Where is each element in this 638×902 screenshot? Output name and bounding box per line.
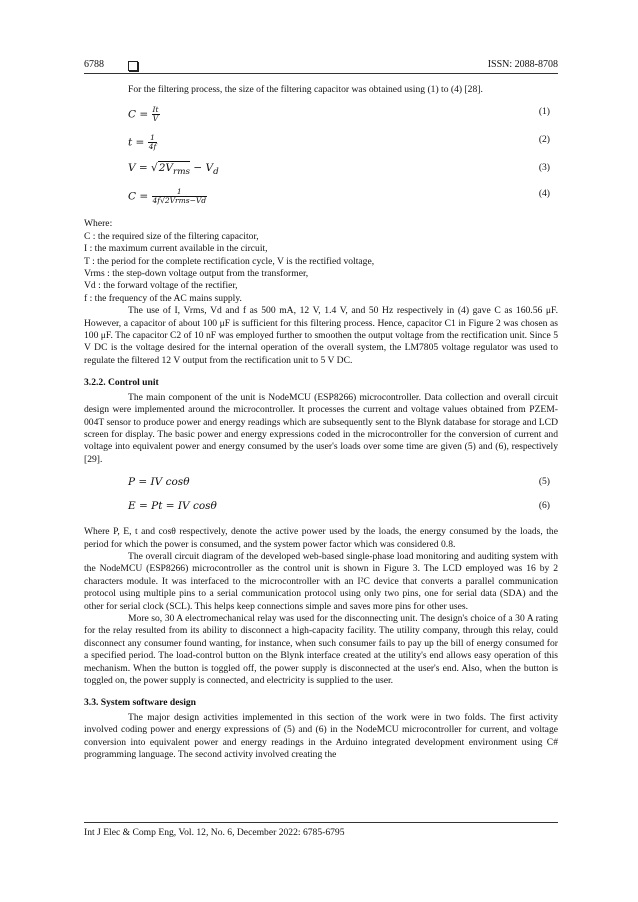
eq2-den: 4f	[148, 142, 157, 152]
eq3-rest: − V	[190, 162, 214, 175]
where-item: C : the required size of the filtering capacitor,	[84, 230, 259, 242]
equation-5	[84, 476, 558, 492]
where-item: Vrms : the step-down voltage output from the transformer,	[84, 268, 309, 280]
eq1-lhs: C =	[128, 108, 149, 121]
paragraph: More so, 30 A electromechanical relay was used for the disconnecting unit. The design's choice of a 30 A rating for the relay resulted from its ability to disconnect a high-capacity facility. The utility company, through this relay, could disconnect any consumer found wanting, for instance, when such consumer fails to pay up the bill of energy consumed for a specified period. The load-control button on the Blynk interface created at the utility's end allows easy operation of this mechanism. When the button is toggled off, the power supply is disconnected at the user's end. Also, when the button is toggled on, the power supply is connected, and electricity is supplied to the user.	[84, 612, 558, 686]
eq1-num: It	[152, 105, 159, 115]
eq2-lhs: t =	[128, 136, 145, 149]
page-body	[84, 84, 558, 761]
issn: ISSN: 2088-8708	[487, 59, 558, 70]
square-icon	[128, 61, 138, 71]
eq5-number: (5)	[538, 476, 550, 488]
eq4-number: (4)	[538, 188, 550, 200]
where-item: Vd : the forward voltage of the rectifier,	[84, 280, 238, 292]
eq2-num: 1	[148, 134, 158, 143]
paragraph: The major design activities implemented in this section of the work were in two folds. The first activity involved coding power and energy expressions of (5) and (6) in the NodeMCU microcontroller for current, and voltage conversion into equivalent power and energy readings in the Arduino integrated development environment using C# programming language. The second activity involved creating the	[84, 711, 558, 761]
paragraph: The main component of the unit is NodeMCU (ESP8266) microcontroller. Data collection and overall circuit design were implemented around the microcontroller. It processes the current and voltage values obtained from PZEM-004T sensor to produce power and energy readings which are subsequently sent to the Blynk database for storage and LCD screen for display. The basic power and energy expressions coded in the microcontroller for the conversion of current and voltage into equivalent power and energy consumed by the user's loads over some time are given (5) and (6), respectively [29].	[84, 391, 558, 465]
where-item: f : the frequency of the AC mains supply.	[84, 292, 242, 304]
eq3-rest-sub: d	[213, 167, 219, 178]
where-label: Where:	[84, 218, 113, 230]
where-item: I : the maximum current available in the circuit,	[84, 243, 268, 255]
paragraph: The overall circuit diagram of the developed web-based single-phase load monitoring and auditing system with the NodeMCU (ESP8266) microcontroller as the control unit is shown in Figure 3. The LCD employed was 16 by 2 characters module. It was interfaced to the microcontroller with an I²C device that converts a parallel communication protocol using multiple pins to a serial communication protocol using only two pins, one for serial data (SDA) and the other for serial clock (SCL). This helps keep connections simple and saves more pins for other uses.	[84, 550, 558, 612]
eq3-sqrt: 2V	[158, 162, 174, 175]
equation-6	[84, 500, 558, 516]
equation-4	[84, 188, 558, 210]
eq6-text: E = Pt = IV cosθ	[128, 500, 217, 513]
eq1-den: V	[152, 114, 159, 124]
eq2-number: (2)	[538, 134, 550, 146]
footer-citation: Int J Elec & Comp Eng, Vol. 12, No. 6, December 2022: 6785-6795	[84, 827, 345, 838]
section-heading: 3.2.2. Control unit	[84, 377, 159, 389]
page-header	[84, 59, 558, 74]
eq3-sub: rms	[173, 167, 190, 178]
eq4-den: 4f√2Vrms−Vd	[152, 196, 207, 206]
equation-1	[84, 106, 558, 126]
intro-paragraph: For the filtering process, the size of the filtering capacitor was obtained using (1) to (4) [28].	[128, 84, 483, 95]
eq3-number: (3)	[538, 162, 550, 174]
eq5-text: P = IV cosθ	[128, 476, 190, 489]
paragraph: The use of I, Vrms, Vd and f as 500 mA, 12 V, 1.4 V, and 50 Hz respectively in (4) gave C as 160.56 μF. However, a capacitor of about 100 μF is sufficient for this filtering process. Hence, capacitor C1 in Figure 2 was chosen as 100 μF. The capacitor C2 of 10 nF was employed further to smoothen the output voltage from the rectification unit. Since 5 V DC is the voltage desired for the internal operation of the overall system, the LM7805 voltage regulator was used to regulate the filtered 12 V output from the rectification unit to 5 V DC.	[84, 305, 558, 366]
equation-3	[84, 162, 558, 180]
equation-2	[84, 134, 558, 154]
eq3-lhs: V = √	[128, 162, 158, 175]
where-item: T : the period for the complete rectification cycle, V is the rectified voltage,	[84, 255, 375, 267]
eq1-number: (1)	[538, 106, 550, 118]
page-number: 6788	[84, 59, 104, 70]
paragraph: Where P, E, t and cosθ respectively, denote the active power used by the loads, the energy consumed by the loads, the period for which the power is consumed, and the system power factor which was considered 0.8.	[84, 526, 558, 550]
where-list	[84, 218, 558, 305]
eq4-lhs: C =	[128, 190, 149, 203]
eq4-num: 1	[152, 188, 208, 197]
page-footer	[84, 822, 558, 838]
eq6-number: (6)	[538, 500, 550, 512]
section-heading: 3.3. System software design	[84, 697, 197, 709]
